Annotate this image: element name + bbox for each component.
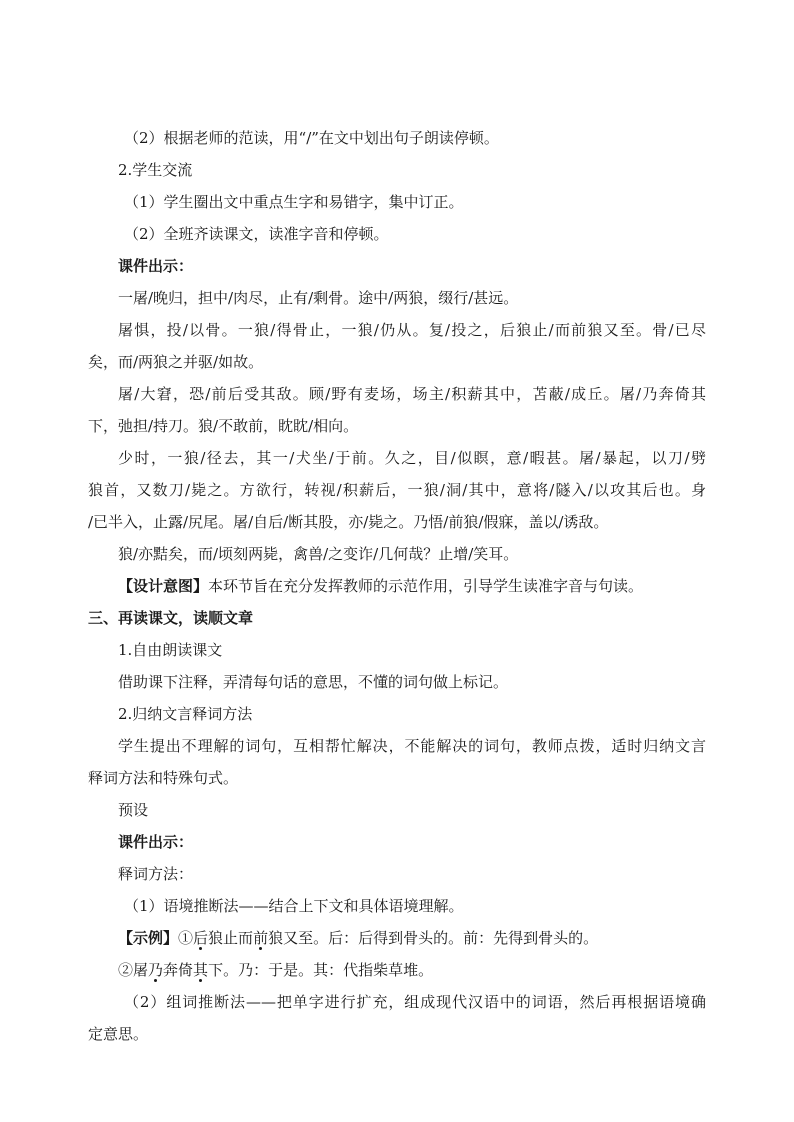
section-heading-3: 三、再读课文，读顺文章 — [88, 609, 254, 627]
exchange-item-1: （1）学生圈出文中重点生字和易错字，集中订正。 — [124, 193, 464, 211]
emphasized-char-qian: 前 — [253, 929, 269, 947]
preset-label: 预设 — [118, 801, 149, 819]
courseware-label: 课件出示： — [118, 257, 194, 275]
design-intent-text: 本环节旨在充分发挥教师的示范作用，引导学生读准字音与句读。 — [208, 577, 644, 595]
emphasized-char-nai: 乃 — [148, 961, 164, 979]
example-1-num: ① — [178, 929, 194, 947]
courseware-label-2: 课件出示： — [118, 833, 194, 851]
example-1-rest: 狼又至。后：后得到骨头的。前：先得到骨头的。 — [268, 929, 599, 947]
text-paragraph-2-line-2: 矣，而/两狼之并驱/如故。 — [88, 353, 264, 371]
text-paragraph-2-line-1: 屠惧，投/以骨。一狼/得骨止，一狼/仍从。复/投之，后狼止/而前狼又至。骨/已尽 — [118, 321, 706, 339]
example-2 — [118, 959, 433, 981]
word-methods-text-line-1: 学生提出不理解的词句，互相帮忙解决，不能解决的词句，教师点拨，适时归纳文言 — [118, 737, 706, 755]
step-2-instruction: （2）根据老师的范读，用“/”在文中划出句子朗读停顿。 — [124, 129, 499, 147]
section-student-exchange: 2.学生交流 — [118, 161, 193, 179]
word-methods-text-line-2: 释词方法和特殊句式。 — [88, 769, 239, 787]
method-2-line-1: （2）组词推断法——把单字进行扩充，组成现代汉语中的词语，然后再根据语境确 — [124, 993, 706, 1011]
exchange-item-2: （2）全班齐读课文，读准字音和停顿。 — [124, 225, 389, 243]
emphasized-char-hou: 后 — [193, 929, 209, 947]
design-intent — [118, 575, 643, 597]
method-label: 释词方法： — [118, 865, 194, 883]
example-2-rest: 下。乃：于是。其：代指柴草堆。 — [208, 961, 434, 979]
text-paragraph-5: 狼/亦黠矣，而/顷刻两毙，禽兽/之变诈/几何哉？止增/笑耳。 — [118, 545, 519, 563]
subsection-free-reading: 1.自由朗读课文 — [118, 641, 223, 659]
subsection-word-methods: 2.归纳文言释词方法 — [118, 705, 253, 723]
example-label: 【示例】 — [118, 929, 179, 947]
design-intent-label: 【设计意图】 — [118, 577, 209, 595]
free-reading-text: 借助课下注释，弄清每句话的意思，不懂的词句做上标记。 — [118, 673, 509, 691]
method-2-line-2: 定意思。 — [88, 1025, 149, 1043]
text-paragraph-4-line-2: 狼首，又数刀/毙之。方欲行，转视/积薪后，一狼/洞/其中，意将/隧入/以攻其后也。身 — [88, 481, 706, 499]
example-2-start: ②屠 — [118, 961, 149, 979]
example-1 — [118, 927, 598, 949]
emphasized-char-qi: 其 — [193, 961, 209, 979]
text-paragraph-3-line-2: 下，弛担/持刀。狼/不敢前，眈眈/相向。 — [88, 417, 359, 435]
text-paragraph-4-line-1: 少时，一狼/径去，其一/犬坐/于前。久之，目/似瞑，意/暇甚。屠/暴起，以刀/劈 — [118, 449, 706, 467]
example-1-part: 狼止而 — [208, 929, 254, 947]
example-2-part: 奔倚 — [163, 961, 194, 979]
method-1: （1）语境推断法——结合上下文和具体语境理解。 — [124, 897, 464, 915]
text-paragraph-4-line-3: /已半入，止露/尻尾。屠/自后/断其股，亦/毙之。乃悟/前狼/假寐，盖以/诱敌。 — [88, 513, 609, 531]
text-paragraph-3-line-1: 屠/大窘，恐/前后受其敌。顾/野有麦场，场主/积薪其中，苫蔽/成丘。屠/乃奔倚其 — [118, 385, 706, 403]
text-paragraph-1: 一屠/晚归，担中/肉尽，止有/剩骨。途中/两狼，缀行/甚远。 — [118, 289, 519, 307]
